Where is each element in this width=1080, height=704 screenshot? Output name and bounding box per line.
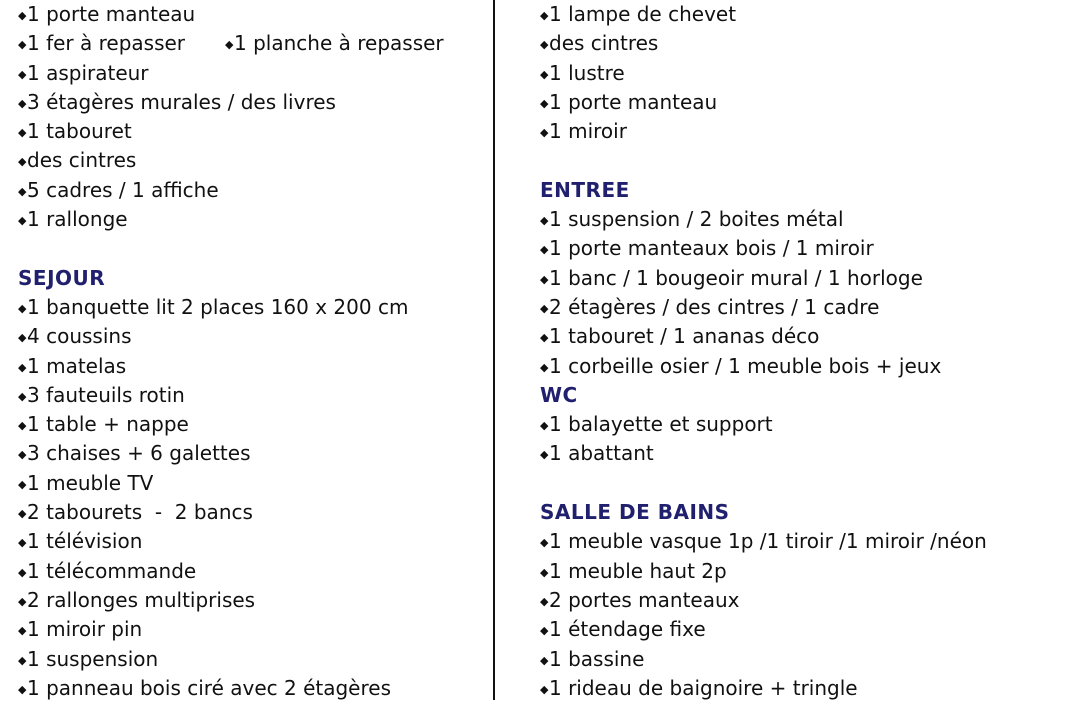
diamond-bullet-icon: ◆	[540, 419, 549, 433]
list-item: ◆1 corbeille osier / 1 meuble bois + jeux	[540, 352, 987, 381]
diamond-bullet-icon: ◆	[18, 624, 27, 638]
list-item: ◆1 suspension / 2 boites métal	[540, 205, 987, 234]
diamond-bullet-icon: ◆	[540, 301, 549, 315]
diamond-bullet-icon: ◆	[540, 9, 549, 22]
diamond-bullet-icon: ◆	[18, 214, 27, 228]
list-item: ◆1 télévision	[18, 527, 444, 556]
blank-line	[540, 469, 987, 498]
list-item: ◆1 suspension	[18, 645, 444, 674]
diamond-bullet-icon: ◆	[540, 243, 549, 257]
diamond-bullet-icon: ◆	[18, 594, 27, 608]
diamond-bullet-icon: ◆	[540, 624, 549, 638]
diamond-bullet-icon: ◆	[540, 126, 549, 140]
list-item: ◆2 portes manteaux	[540, 586, 987, 615]
diamond-bullet-icon: ◆	[18, 477, 27, 491]
list-item: ◆1 miroir pin	[18, 615, 444, 644]
section-heading-entree: ENTREE	[540, 177, 630, 202]
diamond-bullet-icon: ◆	[540, 594, 549, 608]
list-item: ◆5 cadres / 1 affiche	[18, 176, 444, 205]
list-item: ◆1 tabouret / 1 ananas déco	[540, 322, 987, 351]
diamond-bullet-icon: ◆	[18, 682, 27, 696]
list-item: ◆1 banquette lit 2 places 160 x 200 cm	[18, 293, 444, 322]
diamond-bullet-icon: ◆	[18, 184, 27, 198]
list-item: ◆1 porte manteau	[540, 88, 987, 117]
section-heading-wc: WC	[540, 382, 578, 407]
blank-line	[540, 146, 987, 175]
list-item: ◆1 table + nappe	[18, 410, 444, 439]
list-item: ◆1 bassine	[540, 645, 987, 674]
list-item: ◆1 banc / 1 bougeoir mural / 1 horloge	[540, 264, 987, 293]
diamond-bullet-icon: ◆	[540, 272, 549, 286]
list-item: ◆1 panneau bois ciré avec 2 étagères	[18, 674, 444, 703]
right-column	[540, 0, 987, 703]
blank-line	[18, 234, 444, 263]
list-item: ◆2 étagères / des cintres / 1 cadre	[540, 293, 987, 322]
diamond-bullet-icon: ◆	[540, 96, 549, 110]
list-item: ◆1 porte manteaux bois / 1 miroir	[540, 234, 987, 263]
diamond-bullet-icon: ◆	[540, 360, 549, 374]
diamond-bullet-icon: ◆	[18, 301, 27, 315]
list-item: ◆1 aspirateur	[18, 59, 444, 88]
diamond-bullet-icon: ◆	[18, 331, 27, 345]
diamond-bullet-icon: ◆	[18, 536, 27, 550]
diamond-bullet-icon: ◆	[18, 389, 27, 403]
diamond-bullet-icon: ◆	[540, 214, 549, 228]
diamond-bullet-icon: ◆	[540, 565, 549, 579]
diamond-bullet-icon: ◆	[18, 653, 27, 667]
list-item: ◆des cintres	[18, 146, 444, 175]
list-item: ◆2 rallonges multiprises	[18, 586, 444, 615]
diamond-bullet-icon: ◆	[540, 536, 549, 550]
list-item: ◆3 fauteuils rotin	[18, 381, 444, 410]
column-divider	[493, 0, 495, 700]
diamond-bullet-icon: ◆	[18, 96, 27, 110]
list-item: ◆1 fer à repasser ◆1 planche à repasser	[18, 29, 444, 58]
diamond-bullet-icon: ◆	[540, 682, 549, 696]
diamond-bullet-icon: ◆	[18, 419, 27, 433]
diamond-bullet-icon: ◆	[18, 360, 27, 374]
diamond-bullet-icon: ◆	[18, 9, 27, 22]
list-item: ◆4 coussins	[18, 322, 444, 351]
list-item: ◆1 tabouret	[18, 117, 444, 146]
diamond-bullet-icon: ◆	[18, 448, 27, 462]
list-item: ◆1 étendage fixe	[540, 615, 987, 644]
diamond-bullet-icon: ◆	[540, 331, 549, 345]
list-item: ◆3 chaises + 6 galettes	[18, 439, 444, 468]
diamond-bullet-icon: ◆	[18, 565, 27, 579]
list-item: ◆1 matelas	[18, 352, 444, 381]
list-item: ◆1 meuble haut 2p	[540, 557, 987, 586]
diamond-bullet-icon: ◆	[18, 67, 27, 81]
section-heading-salle-de-bains: SALLE DE BAINS	[540, 500, 730, 525]
diamond-bullet-icon: ◆	[540, 67, 549, 81]
list-item: ◆1 lustre	[540, 59, 987, 88]
diamond-bullet-icon: ◆	[18, 126, 27, 140]
list-item: ◆1 meuble vasque 1p /1 tiroir /1 miroir /néon	[540, 527, 987, 556]
list-item: ◆2 tabourets - 2 bancs	[18, 498, 444, 527]
diamond-bullet-icon: ◆	[18, 38, 27, 52]
list-item: ◆3 étagères murales / des livres	[18, 88, 444, 117]
diamond-bullet-icon: ◆	[540, 38, 549, 52]
list-item: ◆1 rideau de baignoire + tringle	[540, 674, 987, 703]
diamond-bullet-icon: ◆	[18, 155, 27, 169]
list-item: ◆1 télécommande	[18, 557, 444, 586]
list-item: ◆des cintres	[540, 29, 987, 58]
diamond-bullet-icon: ◆	[225, 38, 234, 52]
diamond-bullet-icon: ◆	[540, 448, 549, 462]
list-item: ◆1 balayette et support	[540, 410, 987, 439]
left-column	[18, 0, 444, 703]
diamond-bullet-icon: ◆	[18, 507, 27, 521]
section-heading-sejour: SEJOUR	[18, 265, 106, 290]
list-item: ◆1 rallonge	[18, 205, 444, 234]
list-item: ◆1 porte manteau	[18, 0, 444, 29]
list-item: ◆1 lampe de chevet	[540, 0, 987, 29]
list-item: ◆1 abattant	[540, 439, 987, 468]
list-item: ◆1 meuble TV	[18, 469, 444, 498]
diamond-bullet-icon: ◆	[540, 653, 549, 667]
list-item: ◆1 miroir	[540, 117, 987, 146]
